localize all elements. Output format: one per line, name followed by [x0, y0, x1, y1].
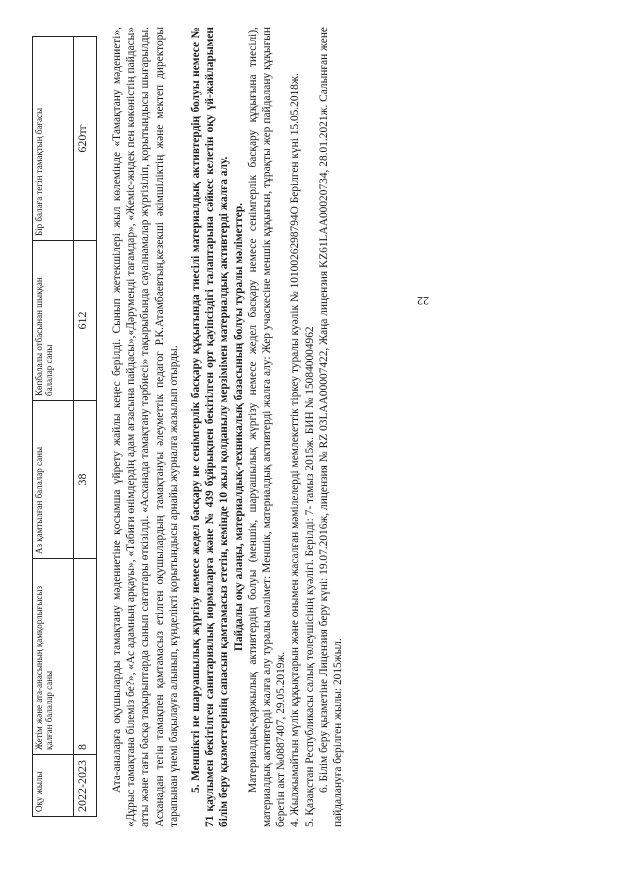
- page-number: 22: [417, 294, 429, 308]
- table-row: [74, 37, 97, 817]
- header-orphans-count: Жетім және ата-анасының қамқорлығысыз қалған балалар саны: [33, 559, 74, 755]
- rotated-page: [26, 27, 586, 827]
- cell-low-income-count: 38: [74, 401, 97, 559]
- paragraph-assets: Материалдық-қаржылық активтердің болуы (меншік, шаруашылық жүргізу немесе жедел басқару немесе сенімгерлік басқару құқығына тиесілі), материалдық активтерді жалға алу туралы мәлімет: Меншік, материалдық активтерді жалға алу: Жер учаскесіне меншік құқығын, тұрақты жер пайдалану құқығын беретін акт №0887407, 29.05.2019ж.: [246, 27, 288, 827]
- students-table: [32, 36, 97, 817]
- header-academic-year: Оқу жылы: [33, 755, 74, 817]
- list-item-5: 5. Қазақстан Республикасы салық төлеушісінің куәлігі. Берілді: 7- тамыз 2015ж. БИН № 150840004962: [303, 326, 316, 827]
- cell-academic-year: 2022-2023: [74, 755, 97, 817]
- table-header-row: [33, 37, 74, 817]
- header-meal-price: Бір балаға тегін тамақтың бағасы: [33, 37, 74, 241]
- cell-orphans-count: 8: [74, 559, 97, 755]
- cell-large-family-count: 612: [74, 241, 97, 401]
- list-item-4: 4. Жылжымайтын мүлік құқықтарын және онымен жасалған мәмілелерді мемлекеттік тіркеу туралы куәлік № 1010026298794О Берілген күні 15.05.2018ж.: [289, 73, 302, 827]
- section-subheading: Пайдалы оқу алаңы, материалдық-техникалық базасының болуы туралы мәліметтер.: [232, 203, 245, 652]
- document-body: [110, 27, 345, 827]
- header-large-family-count: Көпбалалы отбасынан шыққан балалар саны: [33, 241, 74, 401]
- list-item-6: 6. Білім беру қызметіне Лицензия беру күні: 19.07.2016ж, лицензия № RZ 03LAA00007422, Жаңа лицензия KZ61LAA00020734, 28.01.2021ж. Салынған жене пайдалануға берілген жылы: 2015жыл.: [317, 27, 345, 827]
- cell-meal-price: 620тг: [74, 37, 97, 241]
- header-low-income-count: Аз қамтылған балалар саны: [33, 401, 74, 559]
- section-5-heading: 5. Меншікті не шаруашылық жүргізу немесе жедел басқару не сенімгерлік басқару құқығында тиесілі материалдық активтердің болуы немесе № 71 қаулымен бекітілген санитариялық нормаларға және № 439 бұйрықпен бекітілген орт қауіпсіздігі талаптарына сәйкес келетін оқу үй-жайларымен білім беру қызметтерінің сапасын қамтамасыз ететін, кемінде 10 жыл қолданылу мерзімімен материалдық активтерді жалға алу.: [190, 27, 231, 827]
- paragraph-meals-culture: Ата-аналарға оқушыларды тамақтану мәдениетіне қосымша үйрету жайлы кеңес берілді. Сынып жетекшілері жыл көлемінде «Тамақтану мәдениеті», «Дұрыс тамақтана білеміз бе?», «Ас адамның арқауы», «Табиғи өнімдердің адам ағзасына пайдасы»,«Дәрумендi тағамдар», «Жеміс-жидек пен көкөністің пайдасы» атты және тағы басқа тақырыптарда сынып сағаттары өткізілді. «Асханада тамақтану тәрбиесі» тақырыбында сауалнамалар жүргізіліп, қорытындысы шығарылды. Асханадан тегін тамақпен қамтамасыз етілген оқушылардың тамақтануы әлеуметтік педагог Р.К.Атамбаевтың,кезекші әкімшіліктің және мектеп директоры тарапынан үнемі бақылауға алынып, күнделікті қорытындысы арнайы журналға жазылып отырды.: [111, 27, 180, 827]
